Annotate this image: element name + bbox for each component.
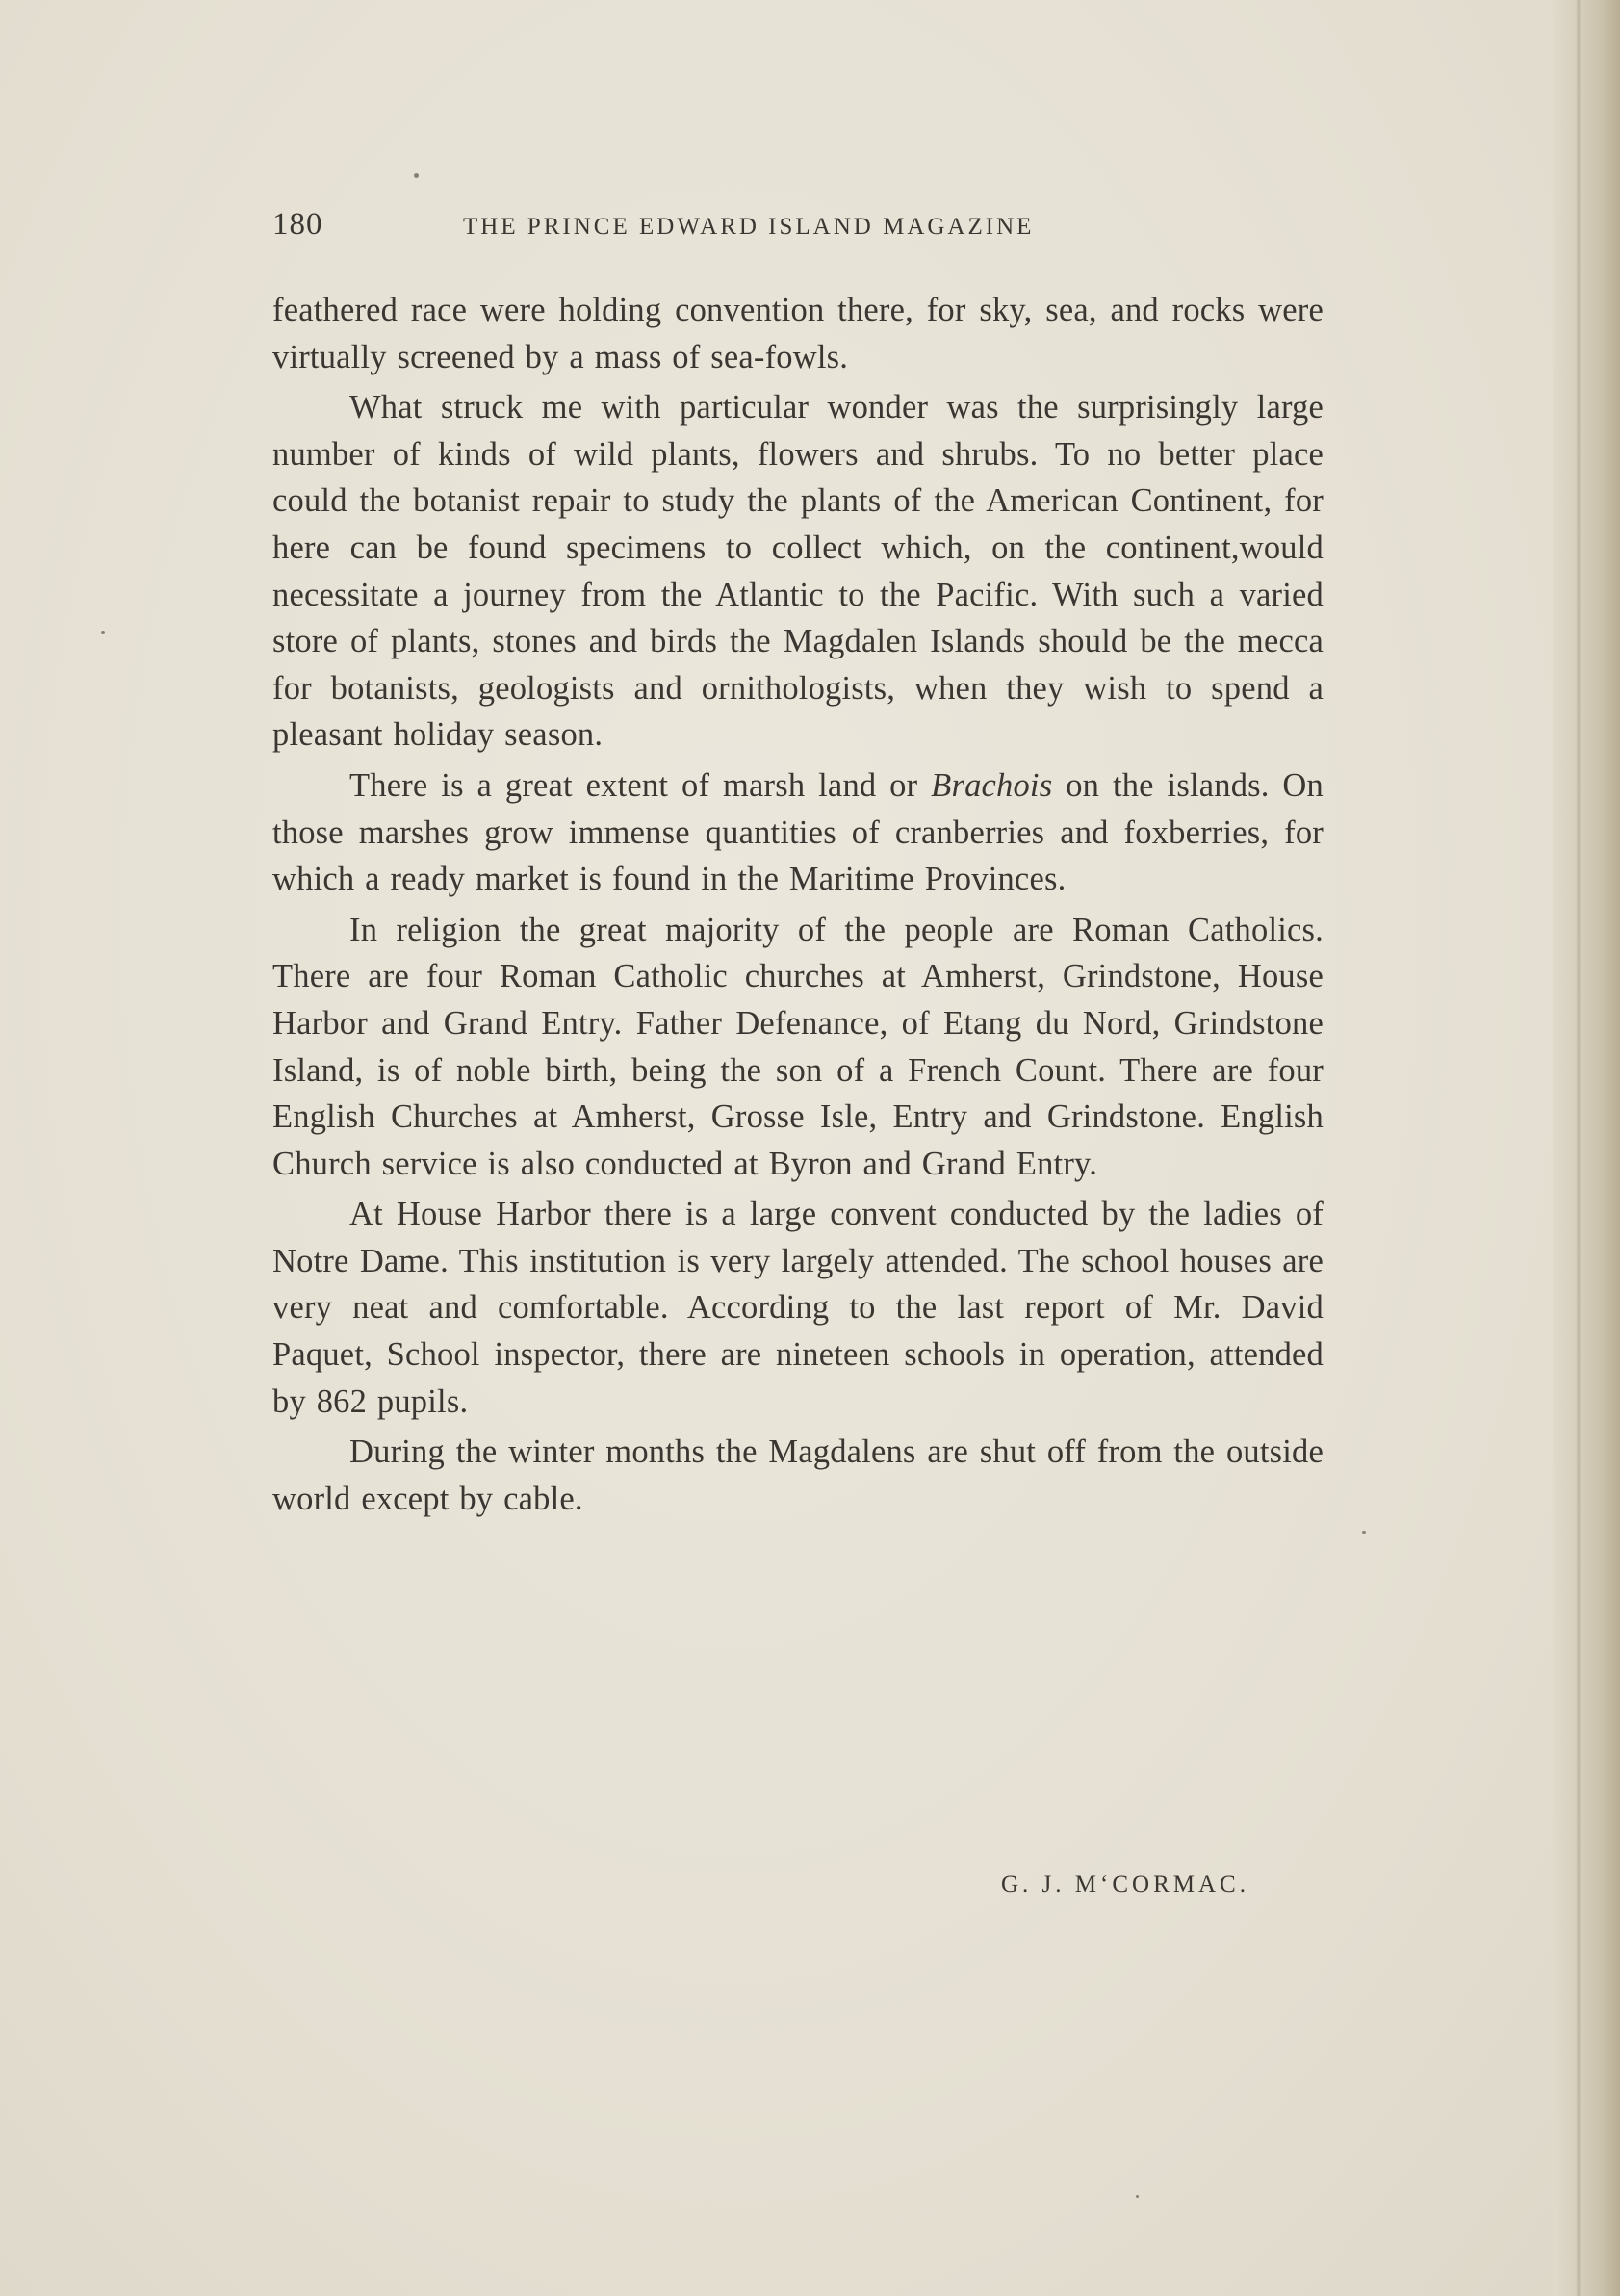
paper-speck bbox=[1362, 1531, 1366, 1534]
paragraph-text: feathered race were holding convention there, for sky, sea, and rocks were virtually screened by a mass of sea-fowls. bbox=[272, 292, 1324, 375]
paper-speck bbox=[101, 631, 105, 634]
paragraph bbox=[272, 287, 1324, 380]
paragraph-text: What struck me with particular wonder was the surprisingly large number of kinds of wild plants, flowers and shrubs. To no better place could the botanist repair to study the plants of the American Continent, for here can be found specimens to collect which, on the continent,would necessitate a journey from the Atlantic to the Pacific. With such a varied store of plants, stones and birds the Magdalen Islands should be the mecca for botanists, geologists and ornithologists, when they wish to spend a pleasant holiday season. bbox=[272, 389, 1324, 754]
paragraph-text: At House Harbor there is a large convent conducted by the ladies of Notre Dame. This institution is very largely attended. The school houses are very neat and comfortable. According to the last report of Mr. David Paquet, School inspector, there are nineteen schools in operation, attended by 862 pupils. bbox=[272, 1196, 1324, 1420]
paragraph bbox=[272, 384, 1324, 759]
running-title: THE PRINCE EDWARD ISLAND MAGAZINE bbox=[463, 214, 1035, 240]
paragraph bbox=[272, 907, 1324, 1188]
author-signature: G. J. M‘CORMAC. bbox=[1001, 1871, 1249, 1897]
paragraph bbox=[272, 762, 1324, 903]
paragraph-text: During the winter months the Magdalens are shut off from the outside world except by cable. bbox=[272, 1433, 1324, 1517]
paragraph bbox=[272, 1191, 1324, 1425]
gutter-shadow bbox=[1576, 0, 1581, 2296]
paper-speck bbox=[1136, 2195, 1139, 2198]
article-body bbox=[272, 287, 1324, 1526]
italic-term: Brachois bbox=[931, 766, 1053, 804]
page-number: 180 bbox=[272, 207, 323, 242]
paragraph-text: on the islands. On those marshes grow immense quantities of cranberries and foxberries, for which a ready market is found in the Maritime Provinces. bbox=[272, 766, 1324, 898]
paper-speck bbox=[414, 173, 419, 178]
page-header bbox=[272, 207, 1324, 245]
page-gutter bbox=[1553, 0, 1620, 2296]
paragraph-text: There is a great extent of marsh land or bbox=[349, 766, 932, 804]
paragraph bbox=[272, 1429, 1324, 1522]
paragraph-text: In religion the great majority of the people are Roman Catholics. There are four Roman Catholic churches at Amherst, Grindstone, House Harbor and Grand Entry. Father Defenance, of Etang du Nord, Grindstone Island, is of noble birth, being the son of a French Count. There are four English Churches at Amherst, Grosse Isle, Entry and Grindstone. English Church service is also conducted at Byron and Grand Entry. bbox=[272, 911, 1324, 1182]
